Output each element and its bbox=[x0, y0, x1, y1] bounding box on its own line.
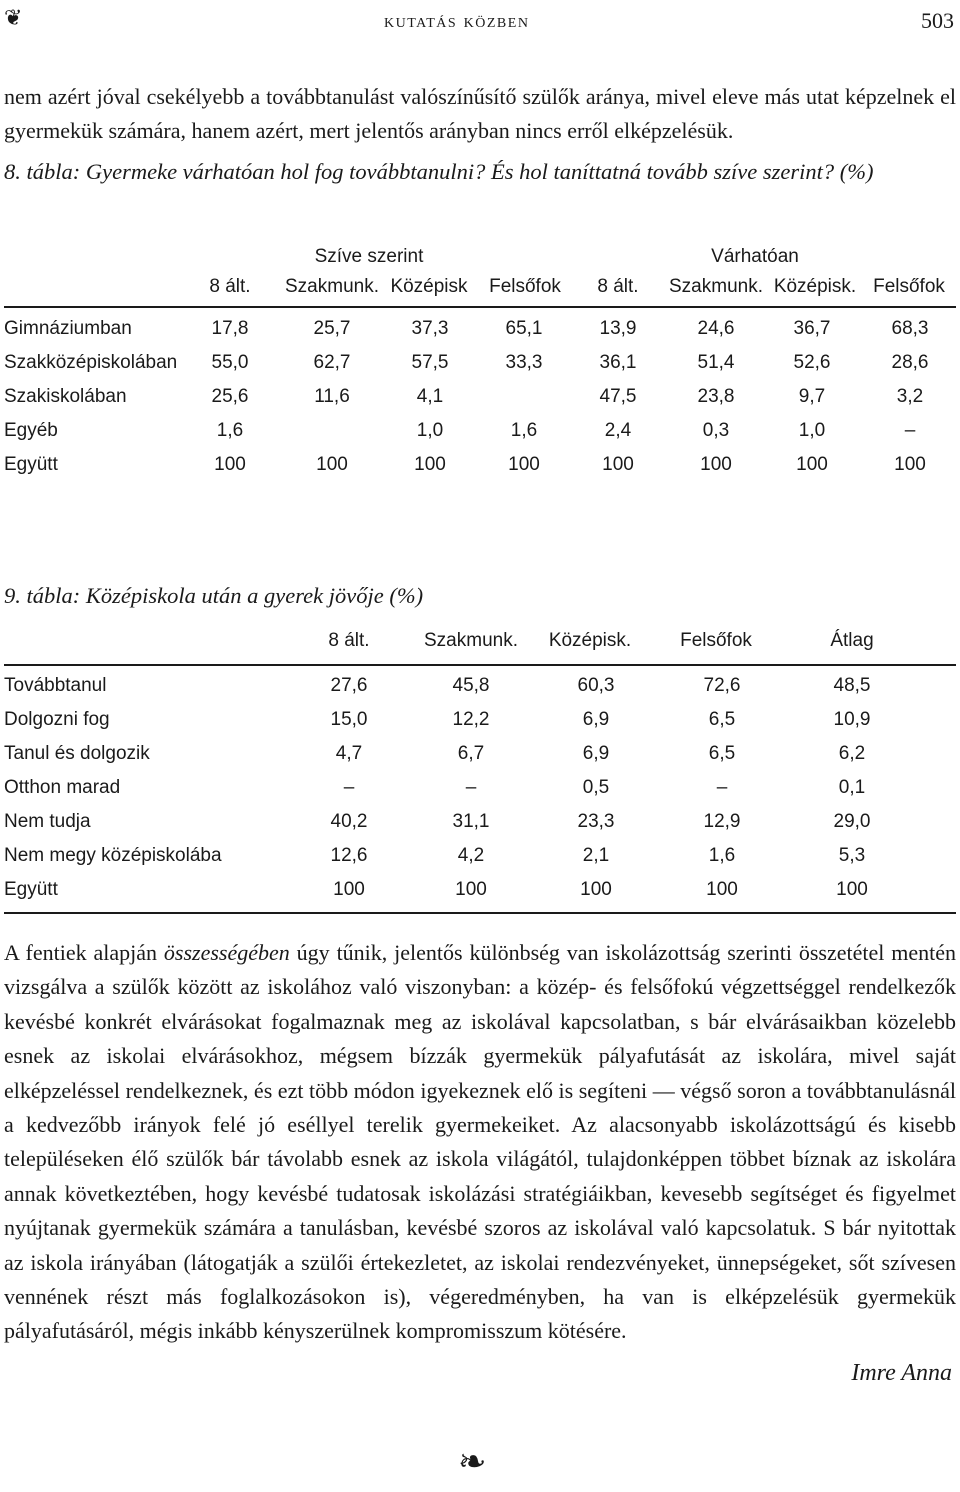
table-row bbox=[4, 839, 956, 873]
table-cell: 100 bbox=[508, 454, 540, 475]
table-cell: 65,1 bbox=[505, 318, 543, 339]
row-label: Szakközépiskolában bbox=[4, 352, 178, 373]
table-cell: 100 bbox=[455, 879, 487, 900]
table-cell: 4,1 bbox=[416, 386, 444, 407]
table-cell: 100 bbox=[706, 879, 738, 900]
table-cell: 100 bbox=[796, 454, 828, 475]
table-cell: – bbox=[716, 777, 728, 798]
table-cell: 48,5 bbox=[833, 675, 871, 696]
table-cell: 37,3 bbox=[411, 318, 449, 339]
table-cell: 55,0 bbox=[211, 352, 249, 373]
author-signature: Imre Anna bbox=[851, 1360, 952, 1386]
table-cell: 6,5 bbox=[708, 743, 736, 764]
table-cell: 6,9 bbox=[582, 709, 610, 730]
table-row bbox=[4, 448, 956, 482]
table-cell: 6,7 bbox=[457, 743, 485, 764]
closing-lead: A fentiek alapján bbox=[4, 940, 164, 965]
table-cell: – bbox=[465, 777, 477, 798]
table-cell: 100 bbox=[333, 879, 365, 900]
table-cell: 100 bbox=[700, 454, 732, 475]
table-row bbox=[4, 669, 956, 703]
table-cell: 25,7 bbox=[313, 318, 351, 339]
vine-ornament-icon: ❧ bbox=[458, 1442, 487, 1482]
row-label: Otthon marad bbox=[4, 777, 121, 798]
table-cell: 31,1 bbox=[452, 811, 490, 832]
table-cell: 72,6 bbox=[703, 675, 741, 696]
table-cell: 3,2 bbox=[896, 386, 924, 407]
table-cell: 9,7 bbox=[798, 386, 826, 407]
table-cell: 100 bbox=[580, 879, 612, 900]
table2-header-rule bbox=[4, 664, 956, 666]
row-label: Továbbtanul bbox=[4, 675, 107, 696]
table-cell: 23,8 bbox=[697, 386, 735, 407]
closing-emphasis: összességében bbox=[163, 940, 290, 965]
column-header: Felsőfok bbox=[680, 630, 752, 651]
table-row bbox=[4, 703, 956, 737]
column-header: Átlag bbox=[830, 630, 874, 651]
group-header-varhatoan: Várhatóan bbox=[711, 246, 799, 267]
closing-rest: úgy tűnik, jelentős különbség van iskolázottság szerinti összetétel mentén vizsgálva a szülők között az iskolához való viszonyban: a közép- és felsőfokú végzettséggel rendelkezők kevésbé konkrét elvárásokat fogalmaznak meg az iskolával kapcsolatban, s bár elvárásaikban közelebb esnek az iskolai elvárásokhoz, mégsem bízzák gyermekük pályafutását az iskolára, mivel saját elképzeléssel rendelkeznek, és ezt több módon igyekeznek elő is segíteni — végső soron a továbbtanulásnál a kedvezőbb irányok felé jó eséllyel terelik gyermekeiket. Az alacsonyabb iskolázottságú és kisebb településeken élő szülők bár távolabb esnek az iskola világától, tulajdonképpen többet bíznak az iskolára annak következtében, hogy kevésbé tudatosak iskolázási stratégiáikban, kevesebb segítséget és figyelmet nyújtanak gyermekük számára a tanulásban, kevésbé szoros az iskolával való kapcsolatuk. S bár nyitottak az iskola irányában (látogatják a szülői értekezletet, az iskolai rendezvényeket, ünnepségeket, sőt szívesen vennének részt más foglalkozásokon is), végeredményben, ha van is elképzelésük gyermekük pályafutásáról, mégis inkább kényszerülnek kompromisszum kötésére. bbox=[4, 940, 956, 1344]
table2-bottom-rule bbox=[4, 912, 956, 914]
table-cell: 33,3 bbox=[505, 352, 543, 373]
table-row bbox=[4, 380, 956, 414]
table-cell: 2,1 bbox=[582, 845, 610, 866]
table-cell: 100 bbox=[836, 879, 868, 900]
table-row bbox=[4, 346, 956, 380]
table-cell: 4,2 bbox=[457, 845, 485, 866]
table-cell: 6,2 bbox=[838, 743, 866, 764]
column-header: Szakmunk. bbox=[424, 630, 518, 651]
table-row bbox=[4, 805, 956, 839]
table-cell: 1,0 bbox=[798, 420, 826, 441]
row-label: Együtt bbox=[4, 454, 58, 475]
table-cell: 0,3 bbox=[702, 420, 730, 441]
column-header: Szakmunk. bbox=[669, 276, 763, 297]
table-cell: 4,7 bbox=[335, 743, 363, 764]
table2-header-row bbox=[4, 624, 956, 658]
table-cell: 100 bbox=[894, 454, 926, 475]
table-cell: 0,1 bbox=[838, 777, 866, 798]
table-row bbox=[4, 737, 956, 771]
table-cell: 40,2 bbox=[330, 811, 368, 832]
table1-header-rule bbox=[4, 306, 956, 308]
table-cell: 13,9 bbox=[599, 318, 637, 339]
table1-header-row bbox=[4, 270, 956, 304]
table-cell: 2,4 bbox=[604, 420, 632, 441]
table-cell: 0,5 bbox=[582, 777, 610, 798]
table-cell: 60,3 bbox=[577, 675, 615, 696]
table-8 bbox=[4, 240, 956, 490]
table-cell: 29,0 bbox=[833, 811, 871, 832]
column-header: Középisk. bbox=[773, 276, 857, 297]
table-cell: 11,6 bbox=[314, 386, 350, 407]
table-row bbox=[4, 414, 956, 448]
table-cell: 36,1 bbox=[599, 352, 637, 373]
table-cell: 15,0 bbox=[330, 709, 368, 730]
table-cell: 100 bbox=[414, 454, 446, 475]
table-cell: 100 bbox=[316, 454, 348, 475]
table-cell: 17,8 bbox=[211, 318, 249, 339]
table-cell: 5,3 bbox=[838, 845, 866, 866]
table-cell: 23,3 bbox=[577, 811, 615, 832]
table-cell: 100 bbox=[602, 454, 634, 475]
column-header: Középisk bbox=[390, 276, 468, 297]
table-cell: 1,6 bbox=[708, 845, 736, 866]
table-cell: 12,2 bbox=[452, 709, 490, 730]
table-cell: 24,6 bbox=[697, 318, 735, 339]
table-cell: 100 bbox=[214, 454, 246, 475]
column-header: Szakmunk. bbox=[285, 276, 379, 297]
table-9 bbox=[4, 624, 956, 914]
table-cell: 12,9 bbox=[703, 811, 741, 832]
table-cell: 1,6 bbox=[216, 420, 244, 441]
column-header: Felsőfok bbox=[873, 276, 945, 297]
closing-paragraph bbox=[4, 936, 956, 1349]
row-label: Dolgozni fog bbox=[4, 709, 110, 730]
row-label: Együtt bbox=[4, 879, 58, 900]
section-title: kutatás közben bbox=[384, 10, 530, 32]
table-cell: – bbox=[343, 777, 355, 798]
group-header-szive: Szíve szerint bbox=[314, 246, 424, 267]
running-header bbox=[0, 4, 960, 34]
table-cell: 10,9 bbox=[833, 709, 871, 730]
row-label: Gimnáziumban bbox=[4, 318, 132, 339]
table-cell: 62,7 bbox=[313, 352, 351, 373]
column-header: Felsőfok bbox=[489, 276, 561, 297]
table-cell: 45,8 bbox=[452, 675, 490, 696]
column-header: Középisk. bbox=[548, 630, 632, 651]
table-cell: – bbox=[904, 420, 916, 441]
table-cell: 1,6 bbox=[510, 420, 538, 441]
row-label: Nem megy középiskolába bbox=[4, 845, 222, 866]
table-cell: 57,5 bbox=[411, 352, 449, 373]
table-cell: 12,6 bbox=[330, 845, 368, 866]
table2-caption: 9. tábla: Középiskola után a gyerek jövője (%) bbox=[4, 583, 424, 608]
table-cell: 25,6 bbox=[211, 386, 249, 407]
page-number: 503 bbox=[921, 8, 954, 33]
column-header: 8 ált. bbox=[209, 276, 251, 297]
intro-paragraph: nem azért jóval csekélyebb a továbbtanulást valószínűsítő szülők aránya, mivel eleve más utat képzelnek el gyermekük számára, hanem azért, mert jelentős arányban nincs erről elképzelésük. bbox=[4, 84, 956, 143]
table-cell: 1,0 bbox=[416, 420, 444, 441]
table1-caption: 8. tábla: Gyermeke várhatóan hol fog továbbtanulni? És hol taníttatná tovább szíve szerint? (%) bbox=[4, 159, 874, 184]
column-header: 8 ált. bbox=[597, 276, 639, 297]
leaf-ornament-icon: ❦ bbox=[4, 6, 23, 31]
table-cell: 51,4 bbox=[697, 352, 735, 373]
table-cell: 47,5 bbox=[599, 386, 637, 407]
table-cell: 36,7 bbox=[793, 318, 831, 339]
table-cell: 6,9 bbox=[582, 743, 610, 764]
table-cell: 52,6 bbox=[793, 352, 831, 373]
row-label: Egyéb bbox=[4, 420, 58, 441]
table-cell: 68,3 bbox=[891, 318, 929, 339]
table-row bbox=[4, 873, 956, 907]
row-label: Szakiskolában bbox=[4, 386, 127, 407]
table-row bbox=[4, 312, 956, 346]
column-header: 8 ált. bbox=[328, 630, 370, 651]
row-label: Tanul és dolgozik bbox=[4, 743, 150, 764]
table-cell: 6,5 bbox=[708, 709, 736, 730]
table-row bbox=[4, 771, 956, 805]
table-cell: 27,6 bbox=[330, 675, 368, 696]
table-cell: 28,6 bbox=[891, 352, 929, 373]
row-label: Nem tudja bbox=[4, 811, 91, 832]
